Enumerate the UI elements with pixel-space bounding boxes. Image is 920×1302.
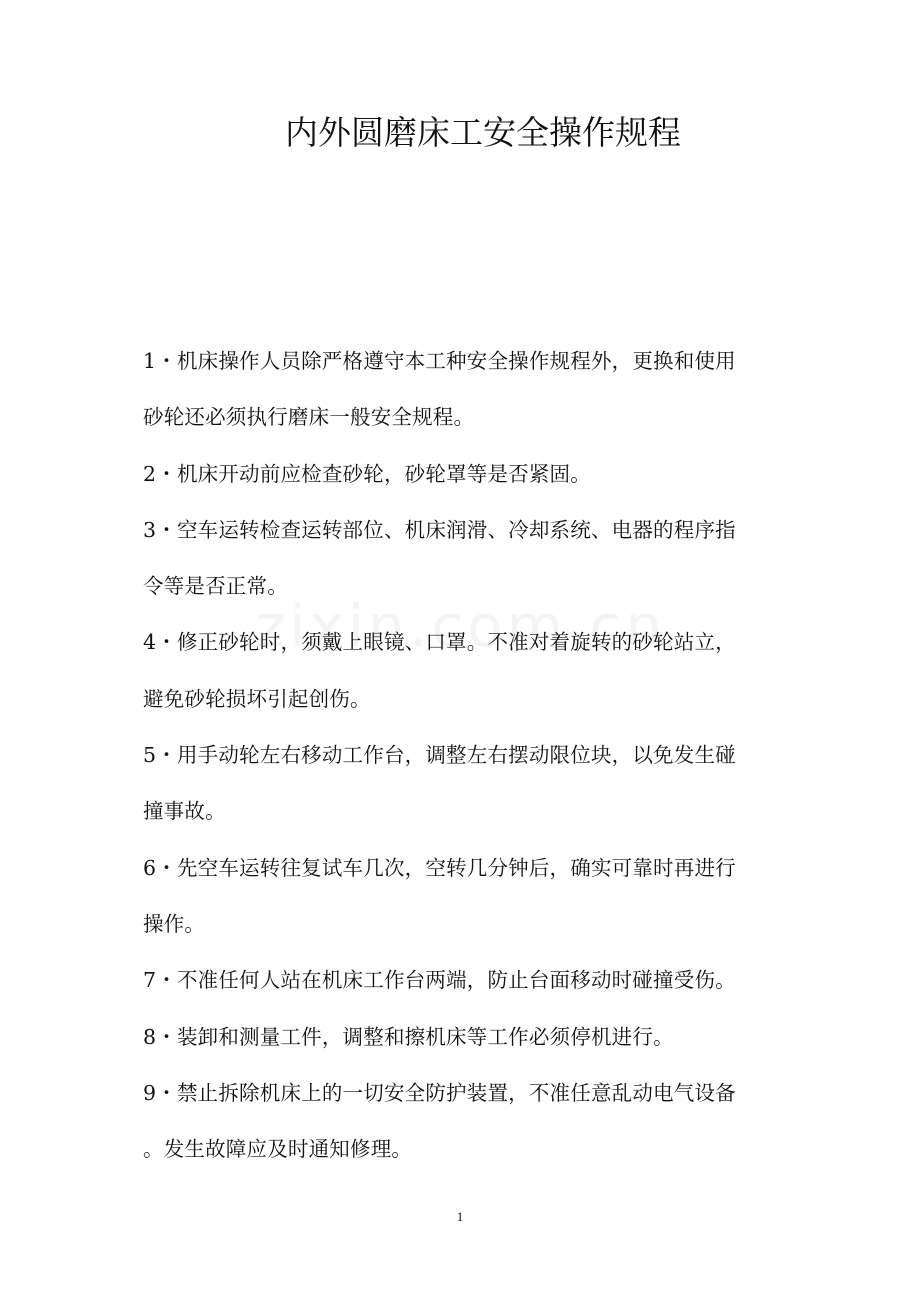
- text-line: 避免砂轮损坏引起创伤。: [143, 686, 371, 711]
- text-line: 。发生故障应及时通知修理。: [143, 1137, 413, 1162]
- text-line: 9・禁止拆除机床上的一切安全防护装置，不准任意乱动电气设备: [143, 1080, 736, 1105]
- text-line: 操作。: [143, 911, 206, 936]
- text-line: 撞事故。: [143, 799, 226, 824]
- text-line: 7・不准任何人站在机床工作台两端，防止台面移动时碰撞受伤。: [143, 968, 736, 993]
- document-body: [143, 333, 763, 1177]
- text-line: 4・修正砂轮时，须戴上眼镜、口罩。不准对着旋转的砂轮站立，: [143, 630, 736, 655]
- text-line: 1・机床操作人员除严格遵守本工种安全操作规程外，更换和使用: [143, 349, 736, 373]
- text-line: 6・先空车运转往复试车几次，空转几分钟后，确实可靠时再进行: [143, 855, 736, 880]
- page-number: 1: [456, 1209, 464, 1224]
- text-line: 5・用手动轮左右移动工作台，调整左右摆动限位块，以免发生碰: [143, 743, 736, 768]
- text-line: 8・装卸和测量工件，调整和擦机床等工作必须停机进行。: [143, 1024, 674, 1049]
- document-title: 内外圆磨床工安全操作规程: [285, 113, 681, 152]
- text-line: 3・空车运转检查运转部位、机床润滑、冷却系统、电器的程序指: [143, 517, 736, 542]
- text-line: 砂轮还必须执行磨床一般安全规程。: [143, 405, 475, 430]
- text-line: 令等是否正常。: [143, 574, 288, 599]
- text-line: 2・机床开动前应检查砂轮，砂轮罩等是否紧固。: [143, 461, 591, 486]
